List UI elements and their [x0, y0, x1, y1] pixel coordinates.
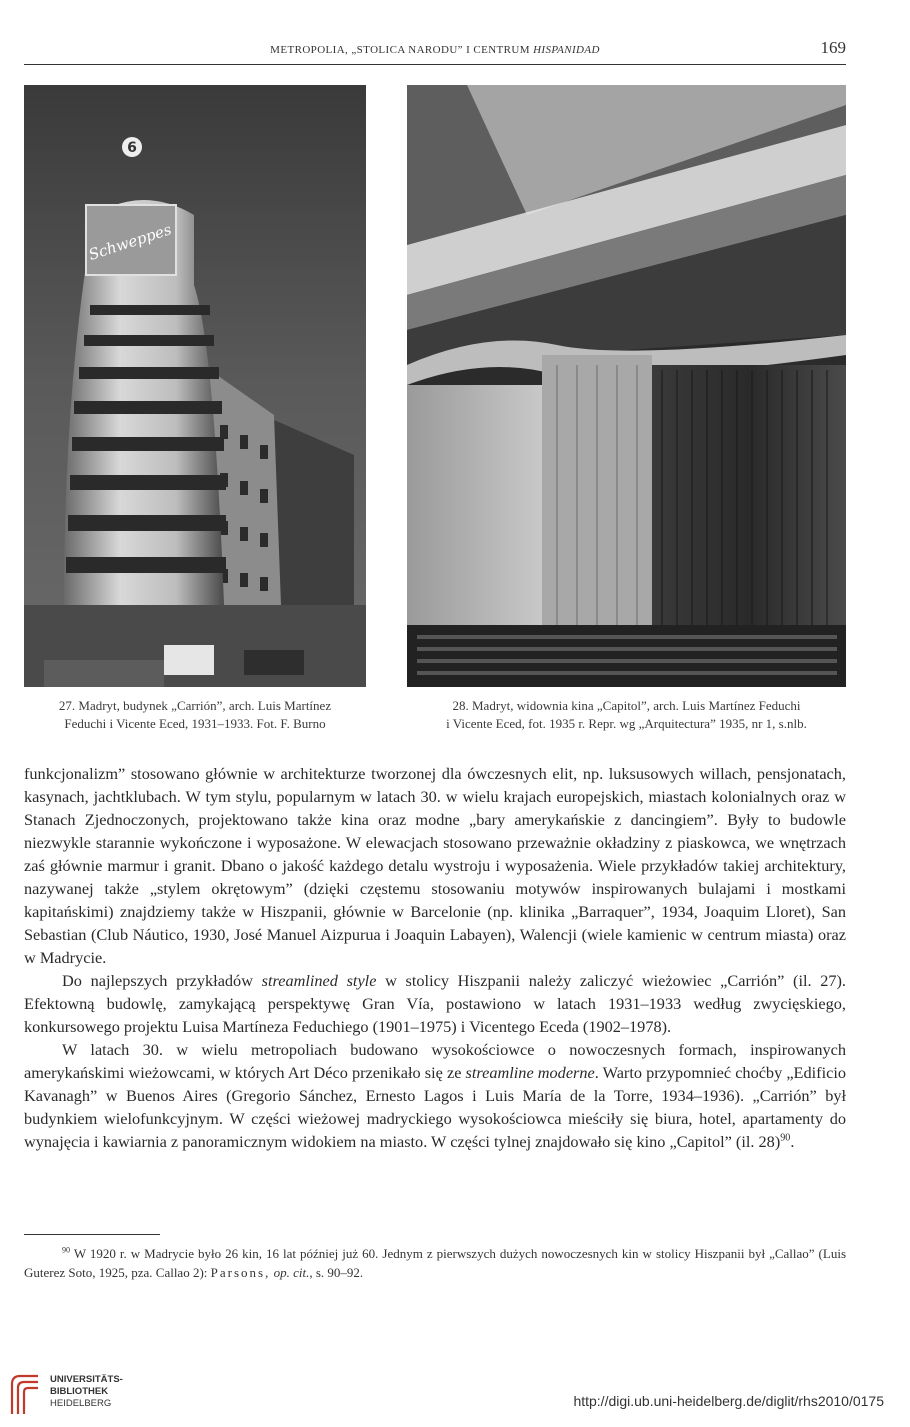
running-title: METROPOLIA, „STOLICA NARODU” I CENTRUM HISPANIDAD	[270, 44, 600, 56]
page-header	[24, 40, 846, 65]
figure-27-carrion-photo	[24, 85, 366, 687]
figure-28-caption: 28. Madryt, widownia kina „Capitol”, arch. Luis Martínez Feduchi i Vicente Eced, fot. 1935 r. Repr. wg „Arquitectura” 1935, nr 1, s.nlb.	[446, 698, 807, 731]
footnote-ref[interactable]: 90	[780, 1132, 791, 1144]
schweppes-sign: Schweppes	[86, 220, 174, 264]
paragraph-1: funkcjonalizm” stosowano głównie w architekturze tworzonej dla ówczesnych elit, np. luksusowych willach, pensjonatach, kasynach, jachtklubach. W tym stylu, popularnym w latach 30. w wielu krajach europejskich, miastach kolonialnych oraz w Stanach Zjednoczonych, projektowano także kina oraz modne „bary amerykańskie z dancingiem”. Były to budowle niezwykle starannie wykończone i wyposażone. W elewacjach stosowano przeważnie okładziny z piaskowca, we wnętrzach zaś głównie marmur i granit. Dbano o jakość każdego detalu wystroju i wyposażenia. Wiele przykładów takiej architektury, nazywanej także „stylem okrętowym” (dzięki częstemu stosowaniu motywów inspirowanych bulajami i mostkami kapitańskimi) znajdziemy także w Hiszpanii, głównie w Barcelonie (np. klinika „Barraquer”, 1934, Joaquim Lloret), San Sebastian (Club Náutico, 1930, José Manuel Aizpurua i Joaquin Labayen), Walencji (wiele kamienic w centrum miasta) oraz w Madrycie.	[24, 764, 846, 967]
library-name: UNIVERSITÄTS- BIBLIOTHEK HEIDELBERG	[50, 1374, 123, 1409]
paragraph-3: W latach 30. w wielu metropoliach budowano wysokościowce o nowoczesnych formach, inspirowanych amerykańskimi wieżowcami, w których Art Déco przenikało się ze streamline moderne. Warto przypomnieć choćby „Edificio Kavanagh” w Buenos Aires (Gregorio Sánchez, Ernesto Lagos i Luis María de la Torre, 1934–1936). „Carrión” był budynkiem wielofunkcyjnym. W części wieżowej madryckiego wysokościowca mieściły się biura, hotel, apartamenty do wynajęcia i kawiarnia z panoramicznym widokiem na miasto. W części tylnej znajdowało się kino „Capitol” (il. 28)$^{90}$.	[24, 1040, 846, 1151]
footnote-90: $^{90}$ W 1920 r. w Madrycie było 26 kin, 16 lat później już 60. Jednym z pierwszych dużych nowoczesnych kin w stolicy Hiszpanii był „Callao” (Luis Guterez Soto, 1925, pza. Callao 2): Parsons, op. cit., s. 90–92.	[24, 1245, 847, 1280]
body-text	[24, 762, 846, 1153]
library-logo	[8, 1370, 148, 1418]
figure-28-capitol-photo	[407, 85, 846, 687]
footnote-divider	[24, 1234, 160, 1235]
paragraph-2: Do najlepszych przykładów streamlined style w stolicy Hiszpanii należy zaliczyć wieżowiec „Carrión” (il. 27). Efektowną budowlę, zamykającą perspektywę Gran Vía, postawiono w latach 1931–1933 według zwycięskiego, konkursowego projektu Luisa Martíneza Feduchiego (1901–1975) i Vicentego Eceda (1902–1978).	[24, 971, 847, 1036]
source-url[interactable]: http://digi.ub.uni-heidelberg.de/diglit/rhs2010/0175	[573, 1393, 884, 1409]
sign-logo: 6	[127, 140, 137, 156]
figure-27-caption: 27. Madryt, budynek „Carrión”, arch. Luis Martínez Feduchi i Vicente Eced, 1931–1933. Fot. F. Burno	[58, 698, 332, 731]
page-number: 169	[820, 38, 846, 57]
library-logo-icon	[8, 1370, 44, 1418]
